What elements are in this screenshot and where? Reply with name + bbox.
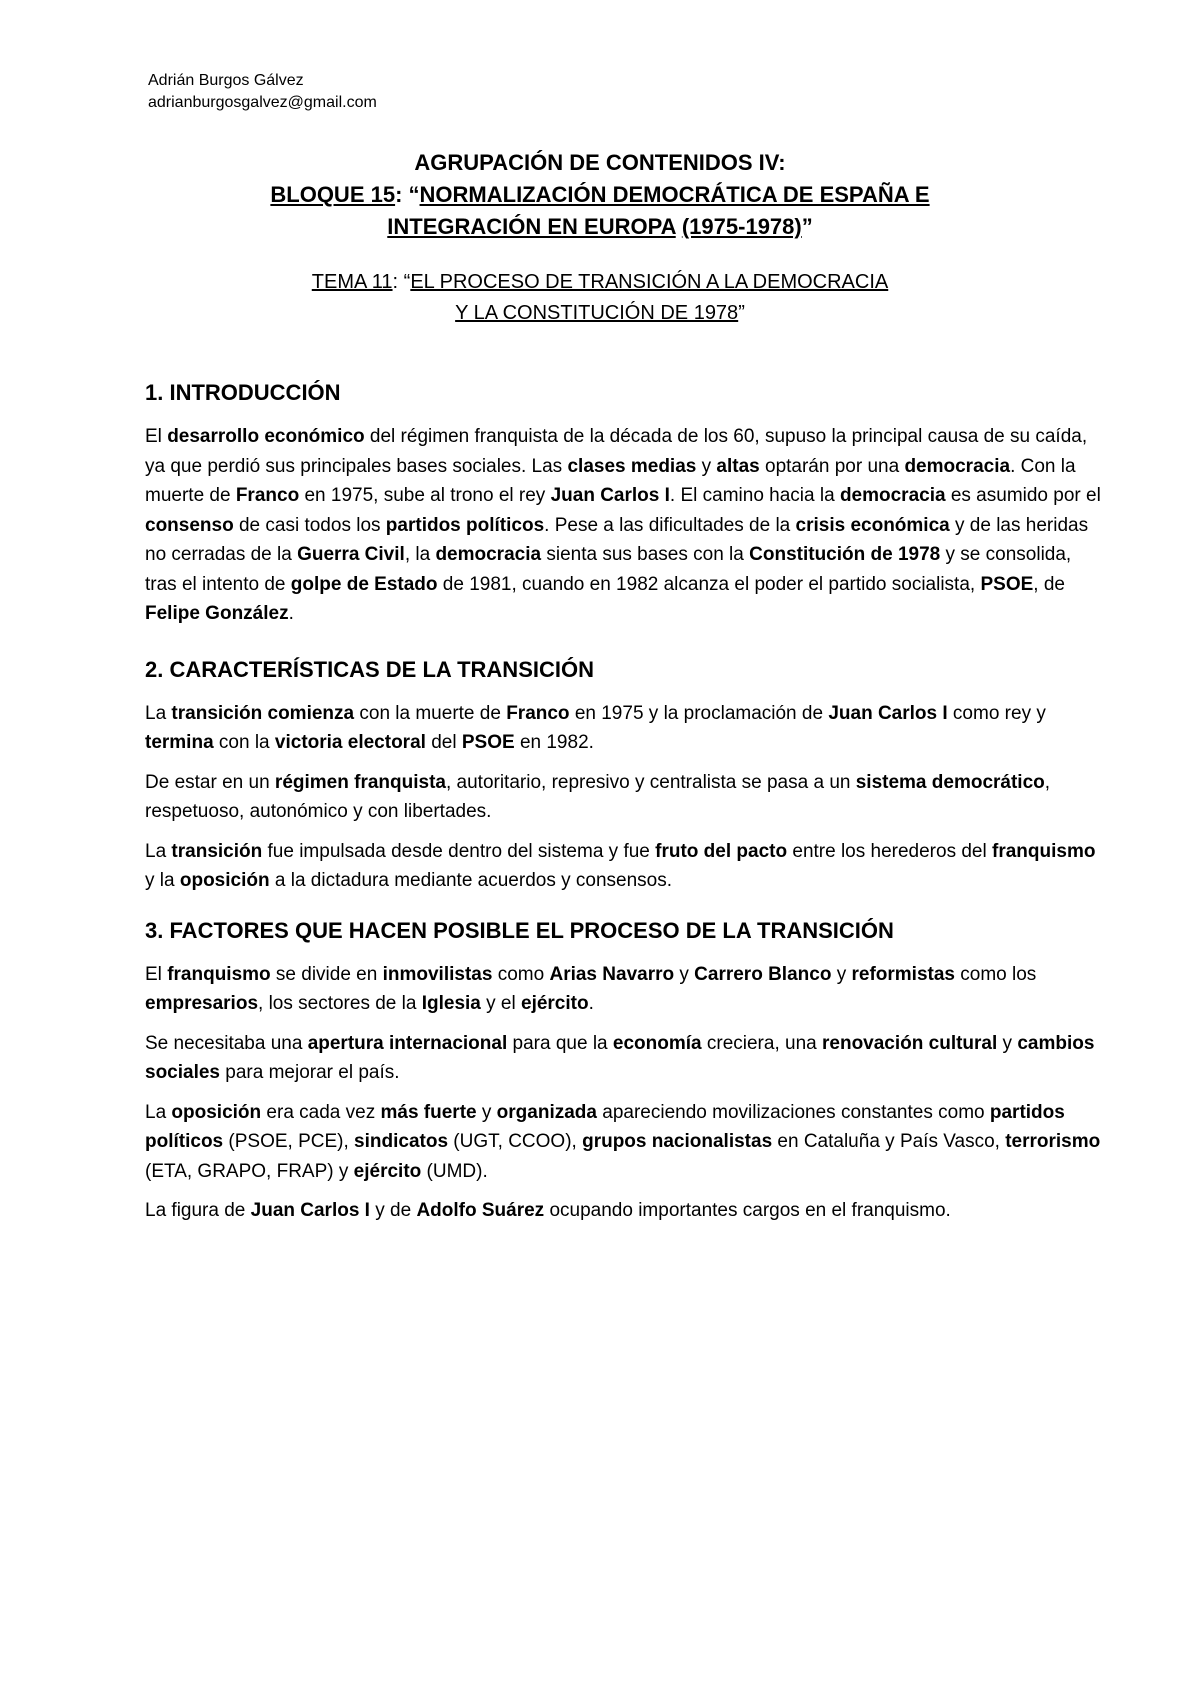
text-run: y: [997, 1032, 1018, 1054]
tema-title-a: EL PROCESO DE TRANSICIÓN A LA DEMOCRACIA: [410, 271, 889, 293]
text-run: La: [145, 840, 172, 862]
main-title: [0, 147, 1200, 243]
section-caracteristicas: [145, 655, 1105, 896]
author-email: adrianburgosgalvez@gmail.com: [148, 94, 377, 111]
section-heading: 2. CARACTERÍSTICAS DE LA TRANSICIÓN: [145, 656, 594, 682]
text-run: era cada vez: [261, 1101, 381, 1123]
bloque-title-b: INTEGRACIÓN EN EUROPA: [387, 214, 676, 239]
text-run: y la: [145, 870, 180, 891]
paragraph: [145, 837, 1105, 896]
bold-term: Juan Carlos I: [250, 1200, 370, 1221]
bold-term: oposición: [179, 870, 270, 891]
bold-term: organizada: [496, 1101, 597, 1123]
text-run: en 1982.: [514, 732, 594, 753]
tema-close: ”: [738, 302, 745, 324]
text-run: es asumido por el: [945, 485, 1101, 506]
bold-term: apertura internacional: [307, 1032, 508, 1054]
bold-term: franquismo: [992, 840, 1096, 862]
bold-term: Carrero Blanco: [694, 963, 832, 985]
text-run: de casi todos los: [233, 514, 386, 536]
text-run: del régimen franquista de la década de los 60, supuso la principal causa de su caída, ya que perdió sus principales bases sociales. Las: [145, 426, 1088, 477]
bold-term: ejército: [353, 1160, 422, 1182]
bloque-label: BLOQUE 15: [270, 182, 396, 207]
bold-term: grupos nacionalistas: [582, 1131, 773, 1152]
section-heading: 1. INTRODUCCIÓN: [145, 380, 341, 405]
bold-term: PSOE: [980, 573, 1034, 595]
bold-term: Adolfo Suárez: [416, 1200, 545, 1221]
text-run: , autoritario, represivo y centralista se pasa a un: [445, 771, 856, 793]
text-run: y se consolida, tras el intento de: [145, 544, 1072, 595]
bold-term: renovación cultural: [822, 1032, 998, 1054]
bold-term: sindicatos: [354, 1131, 449, 1152]
paragraph: [145, 699, 1105, 758]
bold-term: termina: [145, 732, 214, 753]
text-run: para que la: [507, 1032, 613, 1054]
text-run: , la: [404, 544, 436, 565]
text-run: . Pese a las dificultades de la: [544, 514, 796, 536]
bold-term: partidos políticos: [145, 1101, 1065, 1152]
text-run: y: [831, 963, 852, 985]
bold-term: desarrollo económico: [167, 426, 365, 447]
bold-term: ejército: [521, 993, 589, 1014]
text-run: , respetuoso, autonómico y con libertades.: [145, 771, 1051, 822]
tema-label: TEMA 11: [311, 271, 393, 293]
text-run: (UMD).: [421, 1160, 488, 1182]
tema-title-line2: [0, 298, 1200, 329]
bold-term: clases medias: [567, 455, 697, 477]
text-run: en 1975 y la proclamación de: [569, 702, 829, 724]
text-run: como rey y: [947, 702, 1046, 724]
text-run: (ETA, GRAPO, FRAP) y: [145, 1160, 354, 1182]
paragraph: [145, 1098, 1105, 1187]
bloque-years: (1975-1978): [681, 214, 802, 239]
bold-term: victoria electoral: [274, 732, 426, 753]
bold-term: Juan Carlos I: [828, 702, 948, 724]
bold-term: Constitución de 1978: [749, 544, 941, 565]
bold-term: Guerra Civil: [297, 544, 405, 565]
text-run: , de: [1033, 573, 1065, 595]
bold-term: terrorismo: [1005, 1131, 1101, 1152]
text-run: de 1981, cuando en 1982 alcanza el poder el partido socialista,: [437, 573, 981, 595]
bold-term: democracia: [435, 544, 542, 565]
text-run: (PSOE, PCE),: [223, 1131, 355, 1152]
bold-term: oposición: [171, 1101, 262, 1123]
paragraph: [145, 768, 1105, 827]
text-run: De estar en un: [145, 771, 275, 793]
text-run: en Cataluña y País Vasco,: [772, 1131, 1006, 1152]
text-run: (UGT, CCOO),: [448, 1131, 583, 1152]
paragraph: [145, 960, 1105, 1019]
bloque-title-line1: [0, 179, 1200, 211]
text-run: .: [588, 993, 594, 1014]
bold-term: democracia: [904, 455, 1011, 477]
text-run: . El camino hacia la: [669, 485, 840, 506]
text-run: en 1975, sube al trono el rey: [299, 485, 551, 506]
text-run: con la: [213, 732, 275, 753]
text-run: creciera, una: [701, 1032, 822, 1054]
tema-title-line1: [0, 267, 1200, 298]
text-run: optarán por una: [759, 455, 905, 477]
text-run: , los sectores de la: [258, 993, 422, 1014]
section-introduccion: [145, 378, 1105, 629]
text-run: entre los herederos del: [787, 840, 992, 862]
bold-term: empresarios: [145, 993, 259, 1014]
bold-term: economía: [612, 1032, 702, 1054]
bold-term: democracia: [839, 485, 946, 506]
text-run: y: [696, 455, 717, 477]
bold-term: Iglesia: [421, 993, 481, 1014]
text-run: ocupando importantes cargos en el franquismo.: [544, 1200, 951, 1221]
paragraph: [145, 1029, 1105, 1088]
text-run: con la muerte de: [354, 702, 507, 724]
bold-term: Felipe González: [145, 603, 289, 624]
bold-term: transición: [171, 840, 263, 862]
text-run: se divide en: [270, 963, 383, 985]
bold-term: fruto del pacto: [655, 840, 788, 862]
bold-term: Franco: [235, 485, 300, 506]
bloque-colon: : “: [395, 182, 420, 207]
author-block: [148, 70, 377, 114]
agrupacion-title: AGRUPACIÓN DE CONTENIDOS IV:: [414, 150, 786, 175]
bloque-title-a: NORMALIZACIÓN DEMOCRÁTICA DE ESPAÑA E: [419, 182, 930, 207]
tema-colon: : “: [392, 271, 411, 293]
text-run: como los: [955, 963, 1037, 985]
text-run: La: [145, 702, 172, 724]
bold-term: golpe de Estado: [290, 573, 438, 595]
text-run: La figura de: [145, 1200, 251, 1221]
bold-term: consenso: [145, 514, 234, 536]
paragraph: [145, 1196, 1105, 1226]
text-run: fue impulsada desde dentro del sistema y fue: [262, 840, 656, 862]
section-heading: 3. FACTORES QUE HACEN POSIBLE EL PROCESO DE LA TRANSICIÓN: [145, 917, 894, 943]
text-run: . Con la muerte de: [145, 455, 1076, 506]
bold-term: sistema democrático: [855, 771, 1045, 793]
text-run: y de las heridas no cerradas de la: [145, 514, 1089, 565]
text-run: del: [425, 732, 462, 753]
bold-term: cambios sociales: [145, 1032, 1095, 1083]
paragraph: [145, 422, 1105, 629]
author-name: Adrián Burgos Gálvez: [148, 72, 304, 89]
section-factores: [145, 916, 1105, 1226]
bold-term: régimen franquista: [274, 771, 446, 793]
bloque-title-line2: [0, 211, 1200, 243]
bold-term: Franco: [506, 702, 570, 724]
tema-title-b: Y LA CONSTITUCIÓN DE 1978: [455, 302, 739, 324]
text-run: La: [145, 1101, 172, 1123]
text-run: y de: [369, 1200, 417, 1221]
bloque-close: ”: [801, 214, 813, 239]
bold-term: transición comienza: [171, 702, 355, 724]
bold-term: PSOE: [461, 732, 515, 753]
text-run: para mejorar el país.: [220, 1062, 400, 1083]
text-run: .: [288, 603, 294, 624]
bold-term: franquismo: [167, 963, 271, 985]
bold-term: más fuerte: [380, 1101, 477, 1123]
text-run: El: [145, 426, 168, 447]
bold-term: altas: [716, 455, 760, 477]
title-block: [0, 147, 1200, 329]
bold-term: crisis económica: [795, 514, 950, 536]
text-run: Se necesitaba una: [145, 1032, 308, 1054]
text-run: y: [674, 963, 695, 985]
text-run: y: [476, 1101, 497, 1123]
text-run: como: [492, 963, 550, 985]
bold-term: Juan Carlos I: [550, 485, 670, 506]
text-run: a la dictadura mediante acuerdos y consensos.: [269, 870, 672, 891]
tema-title: [0, 267, 1200, 329]
text-run: y el: [480, 993, 521, 1014]
text-run: apareciendo movilizaciones constantes como: [596, 1101, 990, 1123]
document-body: [145, 378, 1105, 1236]
bold-term: Arias Navarro: [549, 963, 675, 985]
bold-term: reformistas: [851, 963, 955, 985]
text-run: sienta sus bases con la: [541, 544, 750, 565]
bold-term: inmovilistas: [382, 963, 493, 985]
bold-term: partidos políticos: [385, 514, 545, 536]
text-run: El: [145, 963, 168, 985]
